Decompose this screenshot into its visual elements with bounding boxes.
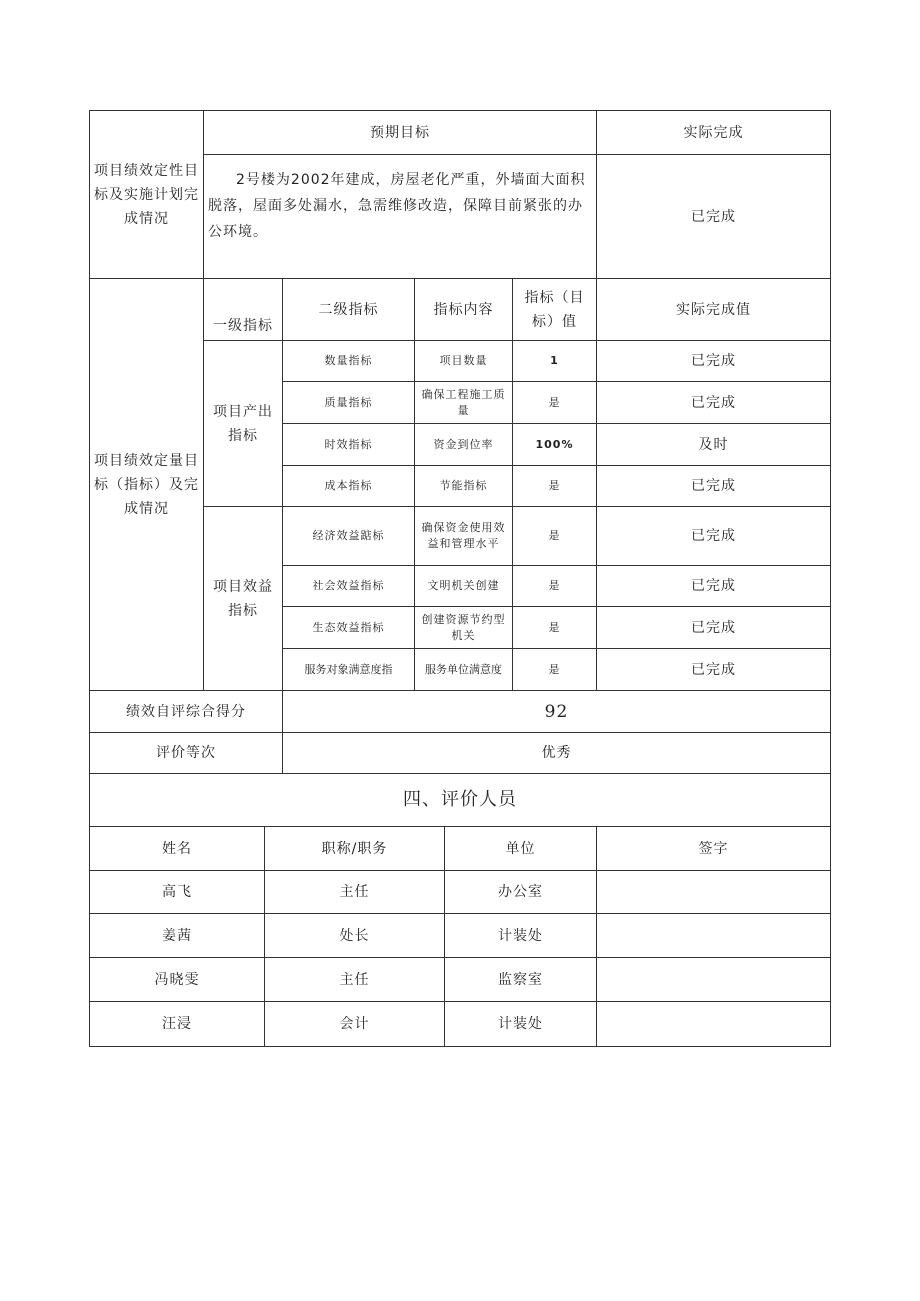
indicator-level2: 数量指标 <box>324 354 373 367</box>
indicator-level2: 时效指标 <box>324 437 373 451</box>
reviewer-title: 处长 <box>339 927 370 944</box>
header-level1: 一级指标 <box>213 318 273 334</box>
indicator-target: 是 <box>548 529 561 542</box>
indicator-actual: 已完成 <box>691 578 736 594</box>
score-value: 92 <box>544 701 569 722</box>
reviewer-header-signature: 签字 <box>698 840 729 857</box>
indicator-level2: 服务对象满意度指 <box>304 662 393 676</box>
expected-goal-header: 预期目标 <box>370 124 430 141</box>
indicator-actual: 及时 <box>698 436 729 453</box>
reviewer-name: 汪浸 <box>162 1016 192 1032</box>
indicator-target: 1 <box>550 354 559 367</box>
reviewer-signature <box>597 914 830 957</box>
indicator-target: 100% <box>535 437 574 451</box>
grade-label: 评价等次 <box>156 745 216 761</box>
indicator-level2: 成本指标 <box>324 479 373 492</box>
header-content: 指标内容 <box>433 301 494 318</box>
reviewer-title: 主任 <box>339 971 370 988</box>
qualitative-row-label: 项目绩效定性目标及实施计划完成情况 <box>94 162 199 227</box>
indicator-content: 项目数量 <box>439 354 488 367</box>
header-actual: 实际完成值 <box>676 301 751 318</box>
reviewer-name: 高飞 <box>162 884 192 900</box>
indicator-level2: 质量指标 <box>324 395 373 409</box>
indicator-actual: 已完成 <box>691 394 736 411</box>
indicator-target: 是 <box>548 579 561 592</box>
reviewer-unit: 办公室 <box>498 884 543 900</box>
expected-goal-text: 2号楼为2002年建成，房屋老化严重，外墙面大面积脱落，屋面多处漏水，急需维修改造，保障目前紧张的办公环境。 <box>208 172 586 240</box>
reviewer-title: 会计 <box>339 1016 370 1032</box>
reviewer-header-name: 姓名 <box>162 840 192 857</box>
indicator-actual: 已完成 <box>691 478 736 494</box>
indicator-level2: 生态效益指标 <box>312 620 385 634</box>
reviewer-signature <box>597 958 830 1001</box>
indicator-content: 确保工程施工质量 <box>421 387 506 417</box>
reviewer-title: 主任 <box>339 884 370 900</box>
indicator-level2: 社会效益指标 <box>312 579 385 592</box>
indicator-actual: 已完成 <box>691 528 736 544</box>
reviewer-name: 姜茜 <box>162 927 192 944</box>
reviewer-signature <box>597 1002 830 1046</box>
group-output-label: 项目产出指标 <box>213 403 273 444</box>
reviewer-header-title: 职称/职务 <box>321 840 388 857</box>
quantitative-row-label: 项目绩效定量目标（指标）及完成情况 <box>94 452 199 517</box>
reviewer-unit: 计装处 <box>498 1016 543 1032</box>
group-benefit-label: 项目效益指标 <box>213 578 273 619</box>
indicator-content: 创建资源节约型机关 <box>421 612 506 642</box>
reviewer-name: 冯晓雯 <box>154 971 200 988</box>
indicator-target: 是 <box>548 662 561 676</box>
reviewer-unit: 监察室 <box>498 971 543 988</box>
indicator-level2: 经济效益踮标 <box>312 529 385 542</box>
indicator-actual: 已完成 <box>691 619 736 636</box>
header-level2: 二级指标 <box>318 301 379 318</box>
actual-completion-header: 实际完成 <box>683 124 744 141</box>
indicator-content: 确保资金使用效益和管理水平 <box>421 521 506 550</box>
actual-completion-value: 已完成 <box>691 208 736 225</box>
indicator-target: 是 <box>548 479 561 492</box>
indicator-content: 服务单位满意度 <box>425 662 502 676</box>
section-title: 四、评价人员 <box>403 789 517 810</box>
indicator-actual: 已完成 <box>691 661 736 678</box>
indicator-actual: 已完成 <box>691 353 736 369</box>
header-target: 指标（目标）值 <box>524 289 585 330</box>
indicator-target: 是 <box>548 395 561 409</box>
indicator-target: 是 <box>548 620 561 634</box>
reviewer-header-unit: 单位 <box>505 840 536 857</box>
indicator-content: 文明机关创建 <box>427 579 500 592</box>
indicator-content: 节能指标 <box>439 479 488 492</box>
score-label: 绩效自评综合得分 <box>126 703 246 720</box>
grade-value: 优秀 <box>541 745 572 761</box>
indicator-content: 资金到位率 <box>433 437 494 451</box>
reviewer-unit: 计装处 <box>498 927 543 944</box>
reviewer-signature <box>597 871 830 913</box>
